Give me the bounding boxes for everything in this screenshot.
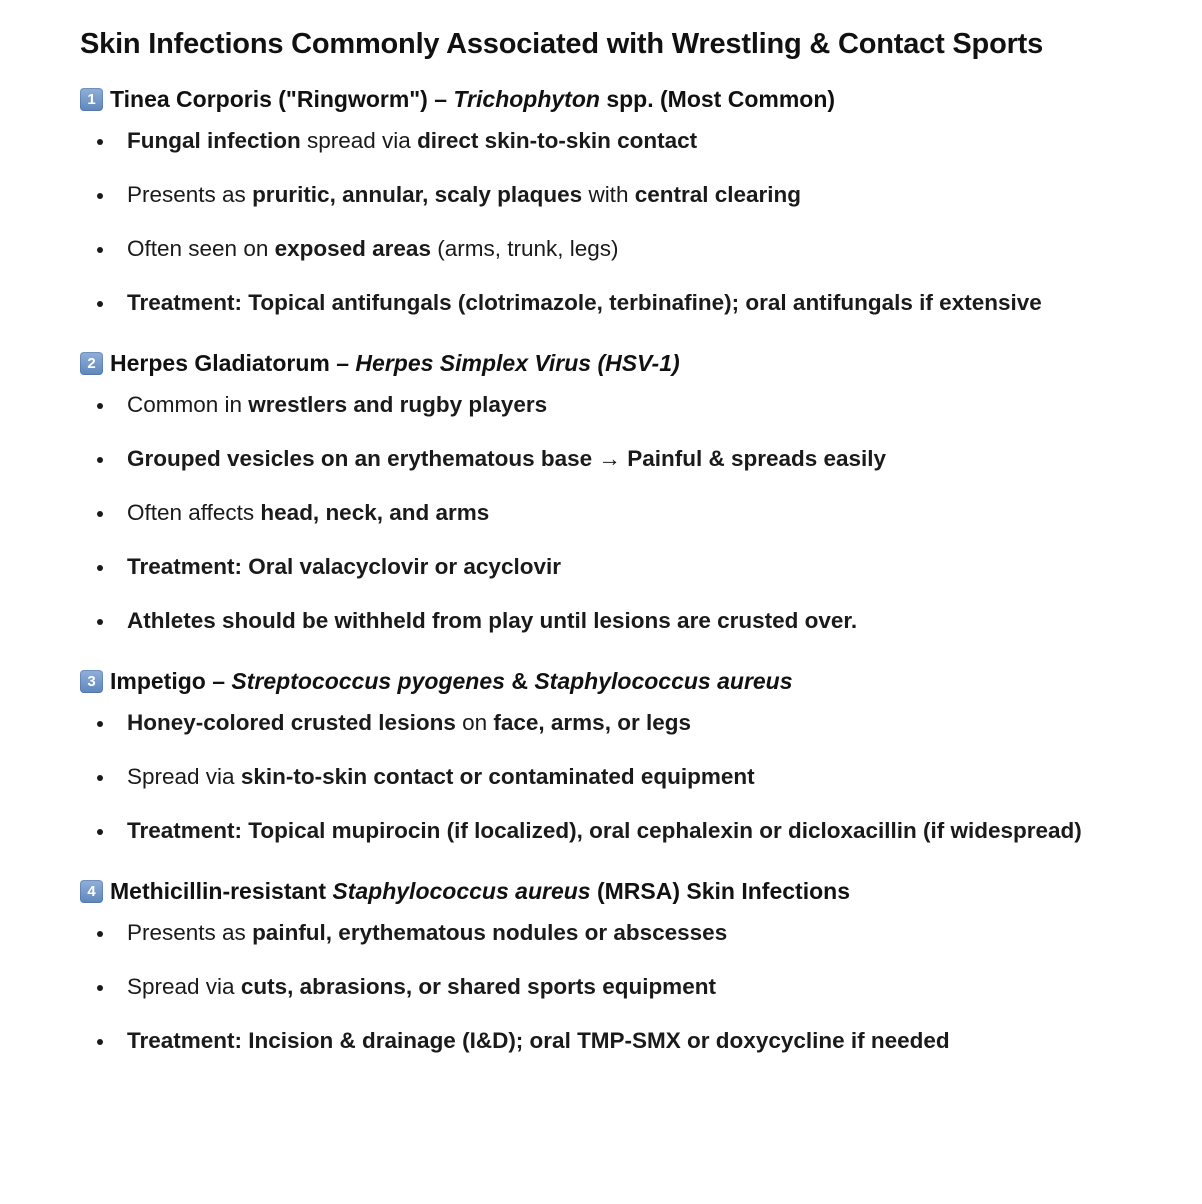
section-heading-text — [110, 876, 850, 906]
text-run: face, arms, or legs — [493, 710, 691, 735]
text-run: with — [582, 182, 635, 207]
text-run: Impetigo – — [110, 668, 232, 694]
text-run: Presents as — [127, 920, 253, 945]
bullet-icon — [97, 301, 103, 307]
bullet-list — [80, 114, 1202, 330]
text-run: head, neck, and arms — [260, 500, 490, 525]
section-heading — [80, 84, 1202, 114]
text-run: Spread via — [127, 764, 241, 789]
text-run: & — [504, 668, 535, 694]
number-badge-icon: 3 — [80, 670, 103, 693]
text-run: spp. — [599, 86, 654, 112]
list-item — [80, 594, 1202, 648]
bullet-icon — [97, 247, 103, 253]
number-badge-icon: 1 — [80, 88, 103, 111]
text-run: Honey-colored crusted lesions — [127, 710, 456, 735]
text-run: Athletes should be withheld from play until lesions are crusted over. — [127, 608, 858, 633]
list-item — [80, 486, 1202, 540]
text-run: exposed areas — [274, 236, 431, 261]
section-4 — [80, 876, 1202, 1068]
number-badge-icon: 4 — [80, 880, 103, 903]
text-run: Grouped vesicles on an erythematous base — [127, 446, 593, 471]
text-run: direct skin-to-skin contact — [417, 128, 698, 153]
bullet-icon — [97, 193, 103, 199]
text-run: → — [592, 446, 628, 471]
list-item — [80, 168, 1202, 222]
section-heading-text — [110, 84, 835, 114]
text-run: on — [455, 710, 494, 735]
text-run: (MRSA) Skin Infections — [590, 878, 850, 904]
bullet-icon — [97, 775, 103, 781]
text-run: skin-to-skin contact or contaminated equipment — [240, 764, 755, 789]
text-run: Streptococcus pyogenes — [231, 668, 505, 694]
list-item — [80, 1014, 1202, 1068]
bullet-icon — [97, 985, 103, 991]
bullet-icon — [97, 931, 103, 937]
text-run: cuts, abrasions, or shared sports equipment — [240, 974, 716, 999]
list-item — [80, 222, 1202, 276]
bullet-list — [80, 906, 1202, 1068]
bullet-icon — [97, 403, 103, 409]
text-run: central clearing — [634, 182, 802, 207]
bullet-icon — [97, 565, 103, 571]
list-item — [80, 432, 1202, 486]
bullet-list — [80, 378, 1202, 648]
section-3 — [80, 666, 1202, 858]
text-run: Herpes Simplex Virus (HSV-1) — [355, 350, 680, 376]
page-title: Skin Infections Commonly Associated with Wrestling & Contact Sports — [80, 28, 1044, 60]
text-run: spread via — [300, 128, 418, 153]
number-badge-icon: 2 — [80, 352, 103, 375]
text-run: Often affects — [127, 500, 261, 525]
bullet-icon — [97, 457, 103, 463]
text-run: Painful & spreads easily — [627, 446, 887, 471]
list-item — [80, 960, 1202, 1014]
text-run: (arms, trunk, legs) — [430, 236, 619, 261]
section-heading-text — [110, 348, 680, 378]
text-run: Methicillin-resistant — [110, 878, 333, 904]
text-run: Often seen on — [127, 236, 275, 261]
text-run: Staphylococcus aureus — [534, 668, 793, 694]
text-run: wrestlers and rugby players — [248, 392, 548, 417]
bullet-icon — [97, 139, 103, 145]
text-run: Treatment: Topical mupirocin (if localized), oral cephalexin or dicloxacillin (if widespread) — [127, 818, 1082, 843]
text-run: Treatment: Topical antifungals (clotrimazole, terbinafine); oral antifungals if extensive — [127, 290, 1042, 315]
list-item — [80, 906, 1202, 960]
text-run: Tinea Corporis ("Ringworm") – — [110, 86, 454, 112]
section-heading-text — [110, 666, 793, 696]
list-item — [80, 696, 1202, 750]
bullet-icon — [97, 619, 103, 625]
section-heading — [80, 666, 1202, 696]
list-item — [80, 114, 1202, 168]
bullet-list — [80, 696, 1202, 858]
text-run: painful, erythematous nodules or abscesses — [252, 920, 728, 945]
text-run: Fungal infection — [127, 128, 301, 153]
list-item — [80, 378, 1202, 432]
text-run: Treatment: Incision & drainage (I&D); oral TMP-SMX or doxycycline if needed — [127, 1028, 950, 1053]
text-run: Herpes Gladiatorum – — [110, 350, 356, 376]
text-run: Trichophyton — [453, 86, 600, 112]
text-run: (Most Common) — [653, 86, 836, 112]
text-run: Spread via — [127, 974, 241, 999]
text-run: Presents as — [127, 182, 253, 207]
section-1 — [80, 84, 1202, 330]
bullet-icon — [97, 511, 103, 517]
text-run: pruritic, annular, scaly plaques — [252, 182, 583, 207]
list-item — [80, 804, 1202, 858]
list-item — [80, 540, 1202, 594]
list-item — [80, 750, 1202, 804]
bullet-icon — [97, 721, 103, 727]
text-run: Common in — [127, 392, 249, 417]
bullet-icon — [97, 1039, 103, 1045]
text-run: Staphylococcus aureus — [332, 878, 591, 904]
sections-container — [80, 84, 1202, 1068]
bullet-icon — [97, 829, 103, 835]
text-run: Treatment: Oral valacyclovir or acyclovir — [127, 554, 561, 579]
section-2 — [80, 348, 1202, 648]
list-item — [80, 276, 1202, 330]
section-heading — [80, 876, 1202, 906]
section-heading — [80, 348, 1202, 378]
